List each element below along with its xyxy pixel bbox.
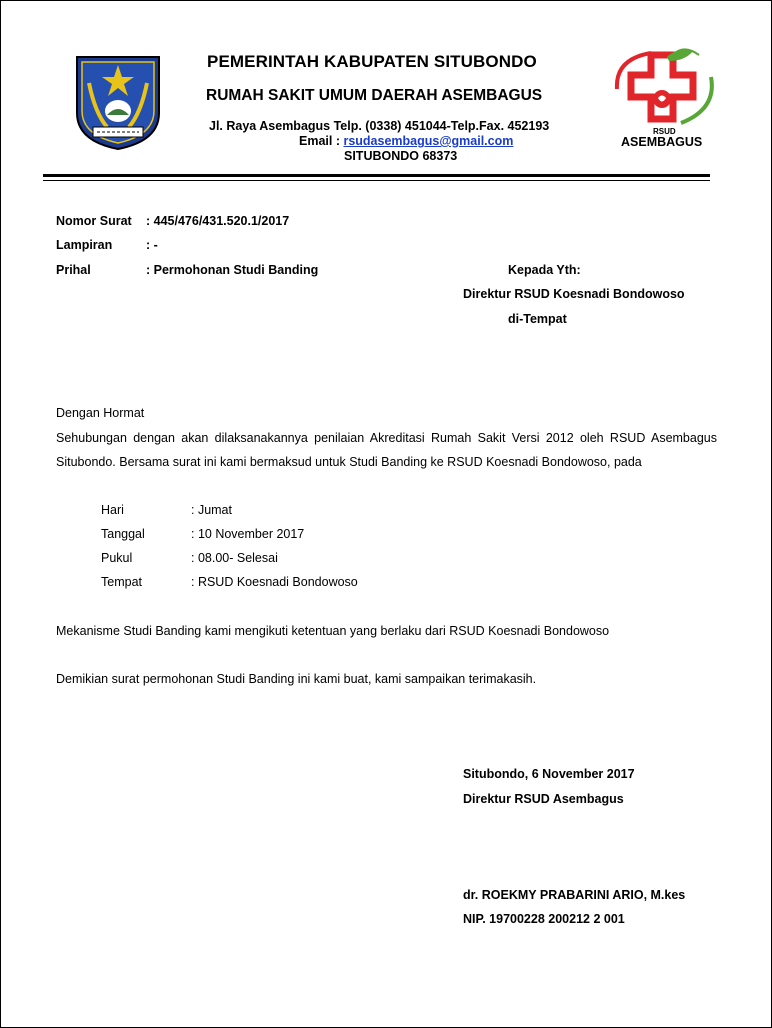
detail-label-hari: Hari — [101, 503, 124, 517]
lampiran-label: Lampiran — [56, 238, 113, 252]
lampiran-value: : - — [146, 238, 158, 252]
signature-place-date: Situbondo, 6 November 2017 — [463, 767, 635, 781]
detail-label-tempat: Tempat — [101, 575, 142, 589]
logo-asembagus-text: ASEMBAGUS — [621, 135, 703, 149]
header-divider-thick — [43, 174, 710, 177]
signature-name: dr. ROEKMY PRABARINI ARIO, M.kes — [463, 888, 686, 902]
detail-value-hari: : Jumat — [191, 503, 232, 517]
header-city: SITUBONDO 68373 — [344, 149, 458, 163]
signature-nip: NIP. 19700228 200212 2 001 — [463, 912, 625, 926]
nomor-surat-label: Nomor Surat — [56, 214, 132, 228]
prihal-value: : Permohonan Studi Banding — [146, 263, 319, 277]
detail-value-tempat: : RSUD Koesnadi Bondowoso — [191, 575, 358, 589]
header-hospital-name: RUMAH SAKIT UMUM DAERAH ASEMBAGUS — [206, 87, 543, 104]
detail-label-pukul: Pukul — [101, 551, 133, 565]
regency-crest-logo — [73, 53, 163, 151]
detail-label-tanggal: Tanggal — [101, 527, 145, 541]
signature-position: Direktur RSUD Asembagus — [463, 792, 624, 806]
header-address: Jl. Raya Asembagus Telp. (0338) 451044-Telp.Fax. 452193 — [209, 119, 550, 133]
medical-cross-icon — [611, 47, 721, 127]
detail-value-tanggal: : 10 November 2017 — [191, 527, 305, 541]
body-paragraph: Sehubungan dengan akan dilaksanakannya penilaian Akreditasi Rumah Sakit Versi 2012 oleh RSUD Asembagus Situbondo. Bersama surat ini kami bermaksud untuk Studi Banding ke RSUD Koesnadi Bondowoso, pada — [56, 431, 717, 470]
detail-value-pukul: : 08.00- Selesai — [191, 551, 278, 565]
header-divider-thin — [43, 180, 710, 181]
header-email-line — [299, 134, 513, 148]
closing-sentence: Demikian surat permohonan Studi Banding ini kami buat, kami sampaikan terimakasih. — [56, 672, 537, 686]
email-label: Email : — [299, 134, 344, 148]
prihal-label: Prihal — [56, 263, 91, 277]
rsud-asembagus-logo — [611, 47, 721, 151]
nomor-surat-value: : 445/476/431.520.1/2017 — [146, 214, 290, 228]
email-link[interactable]: rsudasembagus@gmail.com — [343, 134, 514, 148]
header-government: PEMERINTAH KABUPATEN SITUBONDO — [207, 52, 537, 71]
greeting: Dengan Hormat — [56, 406, 145, 420]
logo-rsud-text: RSUD — [653, 127, 676, 136]
recipient-salutation: Kepada Yth: — [508, 263, 581, 277]
recipient-place: di-Tempat — [508, 312, 567, 326]
mechanism-sentence: Mekanisme Studi Banding kami mengikuti ketentuan yang berlaku dari RSUD Koesnadi Bondowoso — [56, 624, 610, 638]
recipient-name: Direktur RSUD Koesnadi Bondowoso — [463, 287, 685, 301]
